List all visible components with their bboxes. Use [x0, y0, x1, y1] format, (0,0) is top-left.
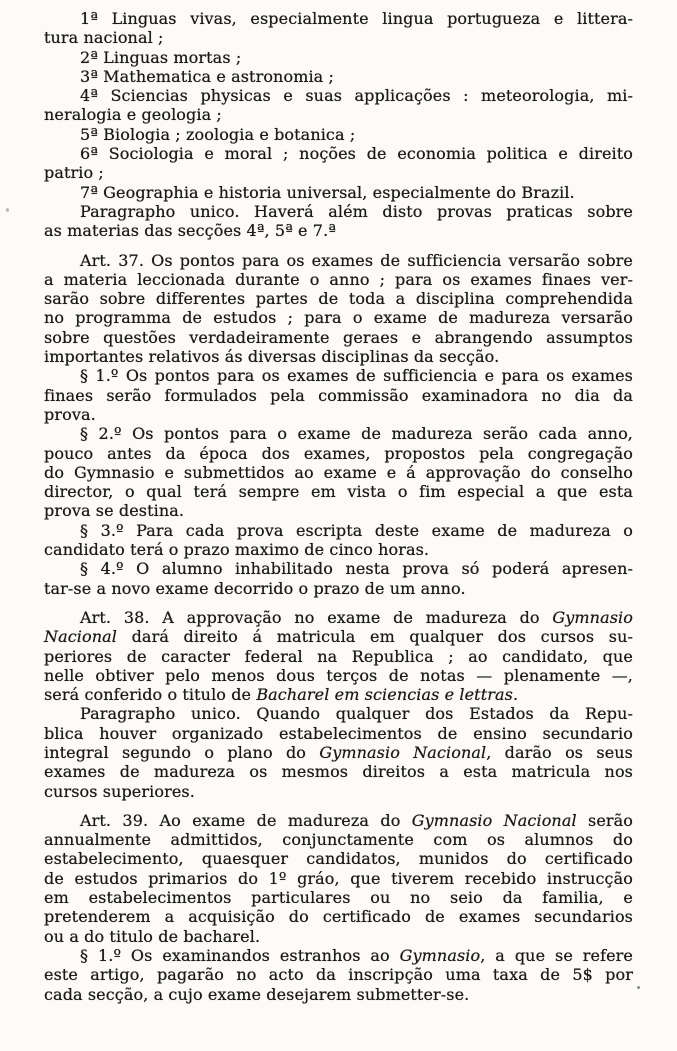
text-line — [44, 830, 633, 849]
text-segment: periores de caracter federal na Republica ; ao candidato, que — [44, 646, 633, 666]
text-line — [44, 724, 633, 743]
text-line — [44, 647, 633, 666]
text-segment: 7ª Geographia e historia universal, especialmente do Brazil. — [80, 182, 575, 202]
paragraph — [44, 366, 633, 424]
text-line — [44, 308, 633, 327]
paragraph — [44, 424, 633, 520]
text-segment: Art. 37. Os pontos para os exames de sufficiencia versarão sobre — [80, 250, 633, 270]
text-line — [44, 907, 633, 926]
text-line — [44, 105, 633, 124]
paragraph — [44, 704, 633, 800]
paragraph — [44, 67, 633, 86]
text-line — [44, 289, 633, 308]
text-segment: Art. 39. Ao exame de madureza do — [80, 810, 412, 830]
text-line — [44, 86, 633, 105]
italic-text-segment: Nacional — [44, 627, 118, 647]
text-segment: de estudos primarios do 1º gráo, que tiverem recebido instrucção — [44, 868, 633, 888]
text-segment: § 4.º O alumno inhabilitado nesta prova só poderá apresen- — [80, 559, 633, 579]
text-segment: ou a do titulo de bacharel. — [44, 926, 261, 946]
text-line — [44, 328, 633, 347]
text-line — [44, 144, 633, 163]
text-segment: importantes relativos ás diversas disciplinas da secção. — [44, 347, 500, 367]
text-line — [44, 946, 633, 965]
text-line — [44, 521, 633, 540]
italic-text-segment: Gymnasio — [399, 945, 481, 965]
text-segment: serão — [576, 810, 634, 830]
text-segment: . — [512, 685, 519, 705]
text-line — [44, 666, 633, 685]
text-segment: Art. 38. A approvação no exame de madureza do — [80, 607, 553, 627]
text-segment: 6ª Sociologia e moral ; noções de economia politica e direito — [80, 144, 633, 164]
text-segment: tura nacional ; — [44, 28, 164, 48]
text-segment: annualmente admittidos, conjunctamente com os alumnos do — [44, 830, 633, 850]
text-line — [44, 221, 633, 240]
text-segment: pouco antes da época dos exames, propostos pela congregação — [44, 443, 633, 463]
text-segment: tar-se a novo exame decorrido o prazo de um anno. — [44, 578, 466, 598]
paragraph — [44, 608, 633, 704]
text-segment: a materia leccionada durante o anno ; para os exames finaes ver- — [44, 269, 633, 289]
text-segment: no programma de estudos ; para o exame de madureza versarão — [44, 308, 633, 328]
scan-speck — [6, 208, 9, 212]
text-segment: neralogia e geologia ; — [44, 105, 222, 125]
paragraph — [44, 946, 633, 1004]
text-line — [44, 985, 633, 1004]
text-line — [44, 869, 633, 888]
text-segment: sarão sobre differentes partes de toda a disciplina comprehendida — [44, 289, 633, 309]
text-segment: integral segundo o plano do — [44, 742, 320, 762]
text-line — [44, 849, 633, 868]
text-line — [44, 888, 633, 907]
text-segment: 3ª Mathematica e astronomia ; — [80, 66, 334, 86]
paragraph — [44, 183, 633, 202]
text-line — [44, 183, 633, 202]
document-text-block — [44, 9, 633, 1004]
text-segment: em estabelecimentos particulares ou no seio da familia, e — [44, 888, 633, 908]
text-line — [44, 762, 633, 781]
text-segment: , darão os seus — [486, 742, 633, 762]
text-line — [44, 463, 633, 482]
paragraph — [44, 9, 633, 48]
text-line — [44, 608, 633, 627]
text-segment: do Gymnasio e submettidos ao exame e á approvação do conselho — [44, 462, 633, 482]
text-line — [44, 125, 633, 144]
text-segment: este artigo, pagarão no acto da inscripção uma taxa de 5$ por — [44, 965, 633, 985]
text-line — [44, 202, 633, 221]
paragraph — [44, 559, 633, 598]
paragraph — [44, 144, 633, 183]
text-line — [44, 163, 633, 182]
italic-text-segment: Gymnasio Nacional — [411, 810, 577, 830]
text-segment: , a que se refere — [480, 945, 633, 965]
text-line — [44, 559, 633, 578]
text-segment: cada secção, a cujo exame desejarem submetter-se. — [44, 984, 470, 1004]
text-line — [44, 347, 633, 366]
text-segment: candidato terá o prazo maximo de cinco horas. — [44, 540, 430, 560]
text-line — [44, 685, 633, 704]
text-segment: 1ª Linguas vivas, especialmente lingua portugueza e littera- — [80, 9, 633, 28]
text-segment: director, o qual terá sempre em vista o fim especial a que esta — [44, 482, 633, 502]
text-line — [44, 965, 633, 984]
text-segment: dará direito á matricula em qualquer dos cursos su- — [117, 627, 633, 647]
paragraph — [44, 251, 633, 367]
text-line — [44, 579, 633, 598]
paragraph — [44, 521, 633, 560]
italic-text-segment: Gymnasio Nacional — [319, 742, 487, 762]
text-segment: estabelecimento, quaesquer candidatos, munidos do certificado — [44, 849, 633, 869]
text-segment: pretenderem a acquisição do certificado de exames secundarios — [44, 907, 633, 927]
text-segment: 5ª Biologia ; zoologia e botanica ; — [80, 124, 356, 144]
text-segment: sobre questões verdadeiramente geraes e abrangendo assumptos — [44, 327, 633, 347]
text-segment: será conferido o titulo de — [44, 685, 257, 705]
text-line — [44, 627, 633, 646]
paragraph — [44, 48, 633, 67]
text-segment: § 1.º Os examinandos estranhos ao — [80, 945, 400, 965]
text-segment: Paragrapho unico. Haverá além disto provas praticas sobre — [80, 201, 633, 221]
text-line — [44, 366, 633, 385]
text-segment: finaes serão formulados pela commissão examinadora no dia da — [44, 385, 633, 405]
text-segment: patrio ; — [44, 163, 104, 183]
text-line — [44, 540, 633, 559]
text-line — [44, 482, 633, 501]
text-line — [44, 9, 633, 28]
paragraph — [44, 811, 633, 946]
text-segment: cursos superiores. — [44, 781, 195, 801]
text-line — [44, 386, 633, 405]
text-segment: nelle obtiver pelo menos dous terços de notas — plenamente —, — [44, 665, 633, 685]
text-line — [44, 927, 633, 946]
text-line — [44, 405, 633, 424]
text-line — [44, 67, 633, 86]
text-line — [44, 743, 633, 762]
text-segment: 2ª Linguas mortas ; — [80, 47, 242, 67]
paragraph — [44, 125, 633, 144]
scan-speck — [637, 986, 640, 989]
text-segment: as materias das secções 4ª, 5ª e 7.ª — [44, 221, 336, 241]
text-line — [44, 811, 633, 830]
text-segment: Paragrapho unico. Quando qualquer dos Estados da Repu- — [80, 704, 633, 724]
text-segment: prova. — [44, 404, 96, 424]
text-line — [44, 270, 633, 289]
text-line — [44, 48, 633, 67]
text-segment: 4ª Sciencias physicas e suas applicações : meteorologia, mi- — [80, 86, 633, 106]
text-segment: exames de madureza os mesmos direitos a esta matricula nos — [44, 762, 633, 782]
text-segment: § 3.º Para cada prova escripta deste exame de madureza o — [80, 520, 633, 540]
italic-text-segment: Bacharel em sciencias e lettras — [256, 685, 513, 705]
text-segment: blica houver organizado estabelecimentos de ensino secundario — [44, 723, 633, 743]
text-line — [44, 704, 633, 723]
text-segment: prova se destina. — [44, 501, 185, 521]
text-line — [44, 28, 633, 47]
text-line — [44, 501, 633, 520]
text-line — [44, 251, 633, 270]
paragraph — [44, 202, 633, 241]
text-segment: § 2.º Os pontos para o exame de madureza serão cada anno, — [80, 424, 633, 444]
paragraph — [44, 86, 633, 125]
text-segment: § 1.º Os pontos para os exames de sufficiencia e para os exames — [80, 366, 633, 386]
text-line — [44, 424, 633, 443]
text-line — [44, 782, 633, 801]
italic-text-segment: Gymnasio — [552, 607, 633, 627]
text-line — [44, 444, 633, 463]
